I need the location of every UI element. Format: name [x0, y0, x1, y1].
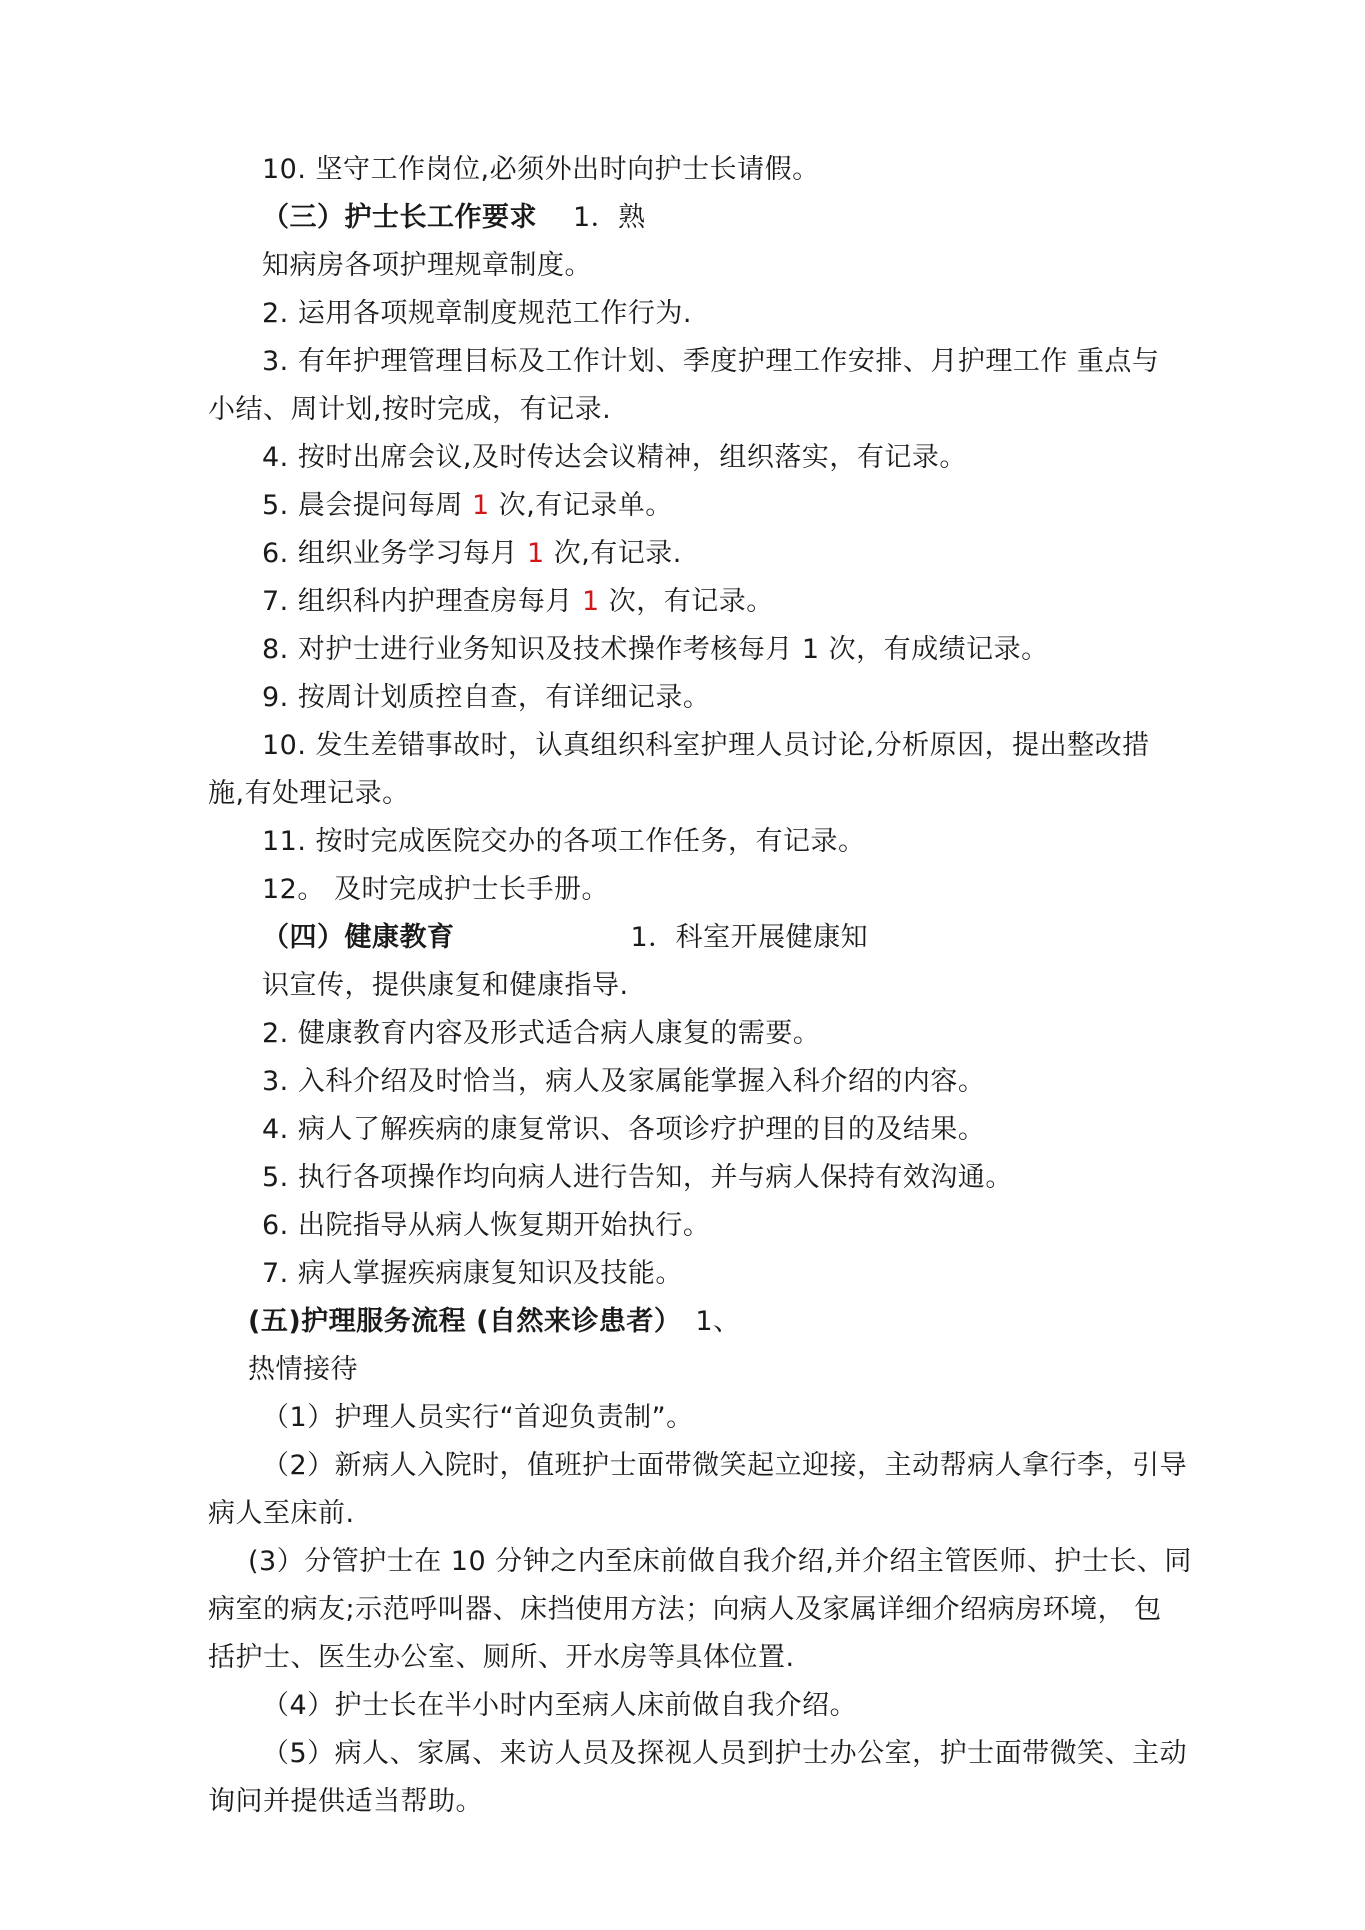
text-segment: 6. 组织业务学习每月: [262, 538, 527, 569]
text-line: 12。 及时完成护士长手册。: [262, 874, 609, 905]
text-segment: 7. 组织科内护理查房每月: [262, 586, 582, 617]
text-line: 2. 健康教育内容及形式适合病人康复的需要。: [262, 1018, 821, 1049]
section-heading-line: [248, 1302, 741, 1342]
text-line: [262, 582, 774, 622]
text-line: 询问并提供适当帮助。: [208, 1786, 483, 1817]
list-item-start: 1．科室开展健康知: [630, 922, 869, 953]
section-heading: （四）健康教育: [262, 922, 455, 953]
text-line: [262, 534, 682, 574]
text-line: 4. 按时出席会议,及时传达会议精神，组织落实，有记录。: [262, 442, 967, 473]
text-line: 括护士、医生办公室、厕所、开水房等具体位置.: [208, 1642, 795, 1673]
text-segment: 5. 晨会提问每周: [262, 490, 472, 521]
text-line: 6. 出院指导从病人恢复期开始执行。: [262, 1210, 711, 1241]
text-segment: 次，有记录。: [599, 586, 774, 617]
text-line: 11. 按时完成医院交办的各项工作任务，有记录。: [262, 826, 866, 857]
text-line: 8. 对护士进行业务知识及技术操作考核每月 1 次，有成绩记录。: [262, 634, 1049, 665]
text-line: 病人至床前.: [208, 1498, 355, 1529]
section-heading: （三）护士长工作要求: [262, 202, 537, 233]
text-line: 施,有处理记录。: [208, 778, 410, 809]
text-line: 4. 病人了解疾病的康复常识、各项诊疗护理的目的及结果。: [262, 1114, 986, 1145]
list-item-start: 1、: [695, 1306, 741, 1337]
list-item-start: 1．熟: [573, 202, 646, 233]
text-line: （2）新病人入院时，值班护士面带微笑起立迎接，主动帮病人拿行李，引导: [262, 1450, 1188, 1481]
text-line: 10. 坚守工作岗位,必须外出时向护士长请假。: [262, 154, 820, 185]
text-line: 小结、周计划,按时完成，有记录.: [208, 394, 612, 425]
text-line: 10. 发生差错事故时，认真组织科室护理人员讨论,分析原因，提出整改措: [262, 730, 1150, 761]
text-line: 热情接待: [248, 1354, 358, 1385]
text-segment: 次,有记录.: [544, 538, 682, 569]
text-line: 知病房各项护理规章制度。: [262, 250, 592, 281]
section-heading-line: [262, 918, 868, 958]
text-line: 病室的病友;示范呼叫器、床挡使用方法；向病人及家属详细介绍病房环境， 包: [208, 1594, 1162, 1625]
text-line: (3）分管护士在 10 分钟之内至床前做自我介绍,并介绍主管医师、护士长、同: [248, 1546, 1192, 1577]
text-line: 3. 入科介绍及时恰当，病人及家属能掌握入科介绍的内容。: [262, 1066, 986, 1097]
text-line: 5. 执行各项操作均向病人进行告知，并与病人保持有效沟通。: [262, 1162, 1013, 1193]
highlighted-number: 1: [581, 586, 600, 617]
text-line: [262, 486, 673, 526]
text-line: （5）病人、家属、来访人员及探视人员到护士办公室，护士面带微笑、主动: [262, 1738, 1188, 1769]
text-segment: 次,有记录单。: [489, 490, 673, 521]
section-heading-line: [262, 198, 646, 238]
highlighted-number: 1: [526, 538, 545, 569]
text-line: （1）护理人员实行“首迎负责制”。: [262, 1402, 694, 1433]
section-heading: (五)护理服务流程 (自然来诊患者）: [248, 1306, 682, 1337]
text-line: （4）护士长在半小时内至病人床前做自我介绍。: [262, 1690, 858, 1721]
text-line: 3. 有年护理管理目标及工作计划、季度护理工作安排、月护理工作 重点与: [262, 346, 1160, 377]
text-line: 9. 按周计划质控自查，有详细记录。: [262, 682, 711, 713]
text-line: 7. 病人掌握疾病康复知识及技能。: [262, 1258, 683, 1289]
text-line: 2. 运用各项规章制度规范工作行为.: [262, 298, 692, 329]
highlighted-number: 1: [471, 490, 490, 521]
text-line: 识宣传，提供康复和健康指导.: [262, 970, 629, 1001]
